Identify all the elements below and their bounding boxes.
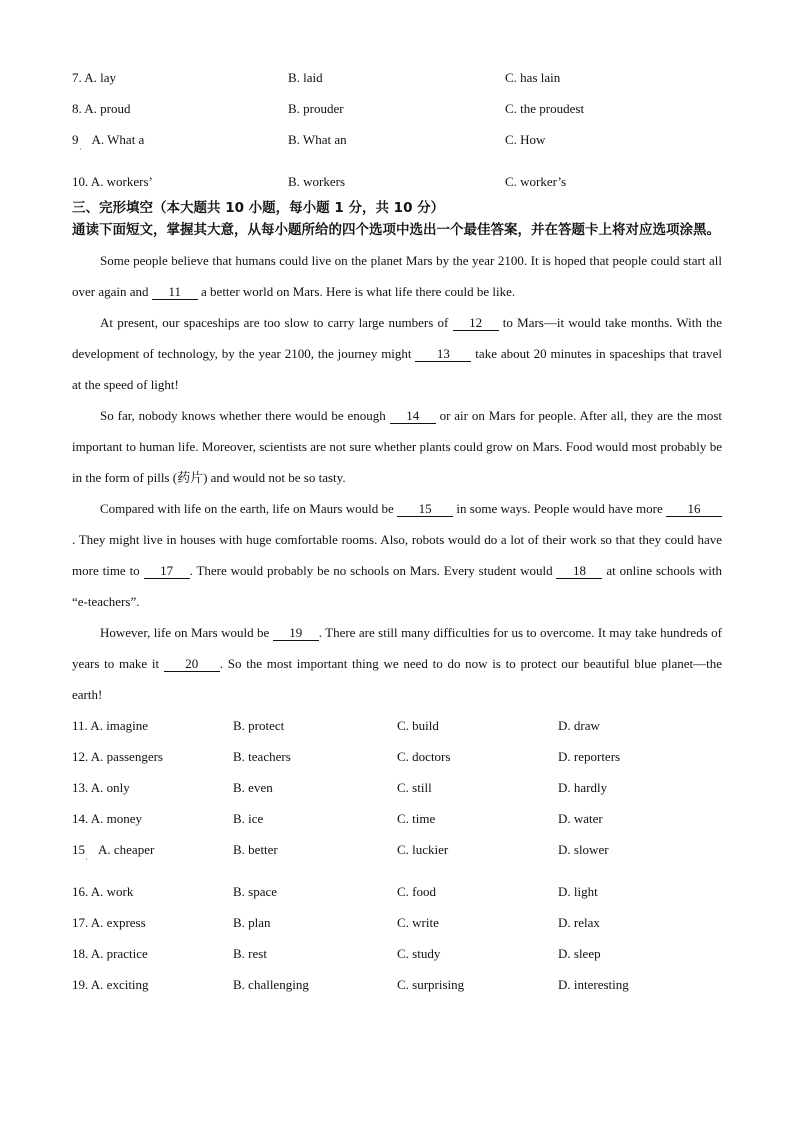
- option-d: D. slower: [558, 842, 609, 857]
- option-b: B. rest: [233, 946, 267, 961]
- option-b: B. space: [233, 884, 278, 899]
- option-b: B. teachers: [233, 749, 291, 764]
- option-d: D. light: [558, 884, 598, 899]
- option-d: D. interesting: [558, 977, 629, 992]
- option-row-12: [72, 741, 722, 772]
- option-row-11: [72, 710, 722, 741]
- option-d: D. reporters: [558, 749, 621, 764]
- option-c: C. still: [397, 780, 432, 795]
- option-d: D. water: [558, 811, 603, 826]
- option-c: C. food: [397, 884, 436, 899]
- blank-16: 16: [666, 502, 722, 517]
- option-b: B. prouder: [288, 101, 344, 116]
- option-row-14: [72, 803, 722, 834]
- option-c: C. worker’s: [505, 174, 567, 189]
- option-b: B. even: [233, 780, 273, 795]
- option-b: B. protect: [233, 718, 285, 733]
- option-b: B. laid: [288, 70, 323, 85]
- blank-13: 13: [415, 347, 471, 362]
- stray-dot: ·: [79, 145, 82, 154]
- option-b: B. challenging: [233, 977, 309, 992]
- blank-12: 12: [453, 316, 499, 331]
- option-row-10: [72, 166, 722, 197]
- paragraph-5: However, life on Mars would be 19 . There are still many difficulties for us to overcome. It may take hundreds of years to make it 20 . So the most important thing we need to do now is to protect our beautiful blue planet—the earth!: [72, 625, 722, 702]
- options-11-19: [72, 710, 722, 1000]
- option-c: C. How: [505, 132, 546, 147]
- option-a: 17. A. express: [72, 915, 146, 930]
- option-a: 11. A. imagine: [72, 718, 149, 733]
- blank-18: 18: [556, 564, 602, 579]
- section-instruction: 通读下面短文，掌握其大意，从每小题所给的四个选项中选出一个最佳答案，并在答题卡上将对应选项涂黑。: [72, 222, 720, 238]
- blank-20: 20: [164, 657, 220, 672]
- option-b: B. workers: [288, 174, 346, 189]
- option-c: C. build: [397, 718, 439, 733]
- paragraph-3: So far, nobody knows whether there would be enough 14 or air on Mars for people. After all, they are the most important to human life. Moreover, scientists are not sure whether plants could grow on Mars. Food would most probably be in the form of pills (药片) and would not be so tasty.: [72, 408, 722, 485]
- blank-19: 19: [273, 626, 319, 641]
- blank-17: 17: [144, 564, 190, 579]
- paragraph-1: Some people believe that humans could live on the planet Mars by the year 2100. It is hoped that people could start all over again and 11 a better world on Mars. Here is what life there could be like.: [72, 253, 722, 299]
- option-a: 18. A. practice: [72, 946, 148, 961]
- option-row-8: [72, 93, 722, 124]
- option-row-9: [72, 124, 722, 166]
- option-a: 14. A. money: [72, 811, 143, 826]
- paragraph-2: At present, our spaceships are too slow to carry large numbers of 12 to Mars—it would take months. With the development of technology, by the year 2100, the journey might 13 take about 20 minutes in spaceships that travel at the speed of light!: [72, 315, 722, 392]
- option-row-13: [72, 772, 722, 803]
- option-a: 19. A. exciting: [72, 977, 149, 992]
- option-b: B. ice: [233, 811, 264, 826]
- options-7-10: [72, 62, 722, 197]
- paragraph-4: Compared with life on the earth, life on Maurs would be 15 in some ways. People would have more 16. They might live in houses with huge comfortable rooms. Also, robots would do a lot of their work so that they could have more time to 17 . There would probably be no schools on Mars. Every student would 18 at online schools with “e-teachers”.: [72, 501, 722, 609]
- option-row-16: [72, 876, 722, 907]
- option-c: C. time: [397, 811, 436, 826]
- cloze-passage: [72, 245, 722, 710]
- option-a: 7. A. lay: [72, 70, 117, 85]
- option-d: D. draw: [558, 718, 600, 733]
- option-row-18: [72, 938, 722, 969]
- option-c: C. luckier: [397, 842, 449, 857]
- option-a: 15 A. cheaper: [72, 842, 155, 857]
- option-row-15: [72, 834, 722, 876]
- blank-14: 14: [390, 409, 436, 424]
- section-title: 三、完形填空（本大题共 10 小题，每小题 1 分，共 10 分）: [72, 200, 445, 216]
- option-a: 9 A. What a: [72, 132, 145, 147]
- option-b: B. What an: [288, 132, 347, 147]
- option-b: B. better: [233, 842, 278, 857]
- option-c: C. write: [397, 915, 439, 930]
- option-row-7: [72, 62, 722, 93]
- option-d: D. relax: [558, 915, 600, 930]
- option-a: 10. A. workers’: [72, 174, 153, 189]
- option-a: 16. A. work: [72, 884, 134, 899]
- exam-page: [72, 62, 722, 1000]
- option-c: C. the proudest: [505, 101, 585, 116]
- option-b: B. plan: [233, 915, 271, 930]
- option-c: C. has lain: [505, 70, 561, 85]
- stray-dot: ·: [85, 855, 88, 864]
- option-c: C. doctors: [397, 749, 451, 764]
- option-row-19: [72, 969, 722, 1000]
- option-a: 8. A. proud: [72, 101, 131, 116]
- option-c: C. surprising: [397, 977, 465, 992]
- option-d: D. sleep: [558, 946, 601, 961]
- option-a: 12. A. passengers: [72, 749, 163, 764]
- option-a: 13. A. only: [72, 780, 130, 795]
- option-row-17: [72, 907, 722, 938]
- blank-15: 15: [397, 502, 453, 517]
- blank-11: 11: [152, 285, 198, 300]
- option-c: C. study: [397, 946, 441, 961]
- option-d: D. hardly: [558, 780, 608, 795]
